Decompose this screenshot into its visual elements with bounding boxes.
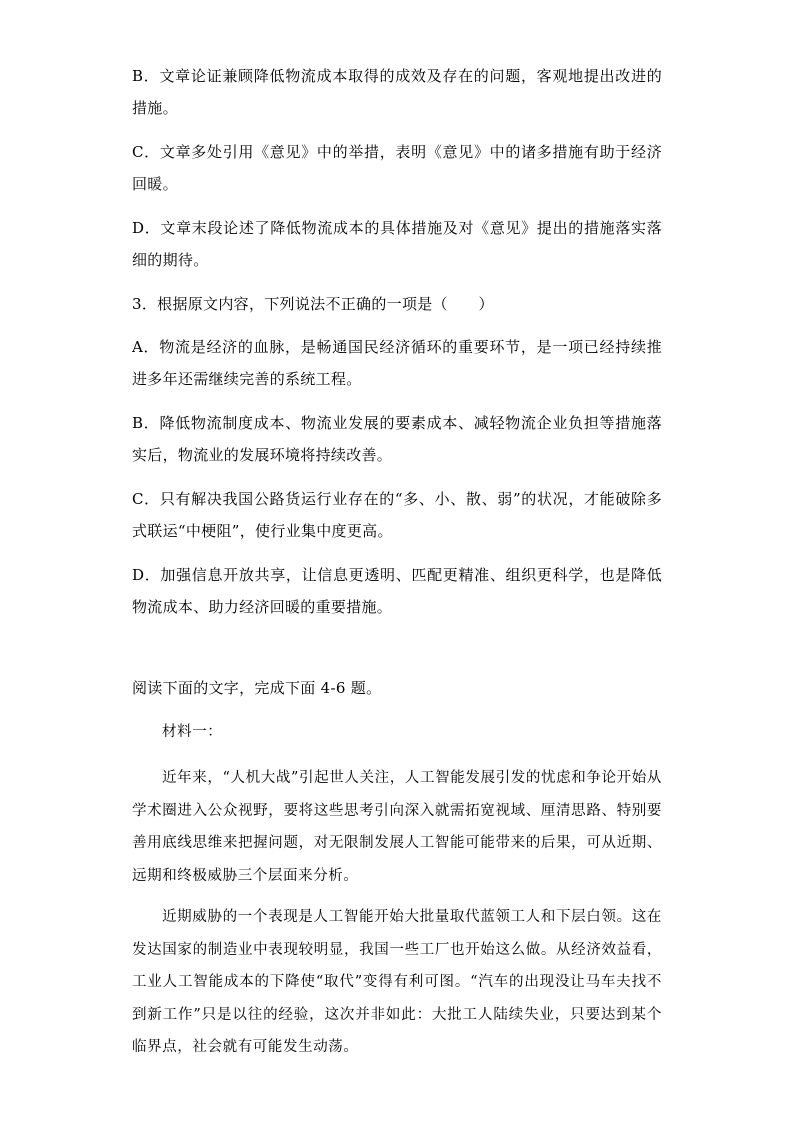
material-title: 材料一： xyxy=(162,724,223,740)
question-3-option-a: A．物流是经济的血脉，是畅通国民经济循环的重要环节，是一项已经持续推进多年还需继续完善的系统工程。 xyxy=(132,338,662,388)
question-3-option-c: C．只有解决我国公路货运行业存在的“多、小、散、弱”的状况，才能破除多式联运“中梗阻”，使行业集中度更高。 xyxy=(132,490,662,540)
question-3-option-d: D．加强信息开放共享，让信息更透明、匹配更精准、组织更科学，也是降低物流成本、助力经济回暖的重要措施。 xyxy=(132,566,662,616)
question-3-stem: 3．根据原文内容，下列说法不正确的一项是（ ） xyxy=(132,295,494,313)
question-2-option-c: C．文章多处引用《意见》中的举措，表明《意见》中的诸多措施有助于经济回暖。 xyxy=(132,143,662,193)
material-paragraph-2: 近期威胁的一个表现是人工智能开始大批量取代蓝领工人和下层白领。这在发达国家的制造业中表现较明显，我国一些工厂也开始这么做。从经济效益看，工业人工智能成本的下降使“取代”变得有利可图。“汽车的出现没让马车夫找不到新工作”只是以往的经验，这次并非如此：大批工人陆续失业，只要达到某个临界点，社会就有可能发生动荡。 xyxy=(132,909,662,1055)
reading-instruction: 阅读下面的文字，完成下面 4-6 题。 xyxy=(132,679,382,697)
question-2-option-b: B．文章论证兼顾降低物流成本取得的成效及存在的问题，客观地提出改进的措施。 xyxy=(132,67,662,117)
material-paragraph-1: 近年来，“人机大战”引起世人关注，人工智能发展引发的忧虑和争论开始从学术圈进入公众视野，要将这些思考引向深入就需拓宽视域、厘清思路、特别要善用底线思维来把握问题，对无限制发展人工智能可能带来的后果，可从近期、远期和终极威胁三个层面来分析。 xyxy=(132,770,662,884)
question-3-option-b: B．降低物流制度成本、物流业发展的要素成本、减轻物流企业负担等措施落实后，物流业的发展环境将持续改善。 xyxy=(132,414,662,464)
question-2-option-d: D．文章末段论述了降低物流成本的具体措施及对《意见》提出的措施落实落细的期待。 xyxy=(132,219,662,269)
